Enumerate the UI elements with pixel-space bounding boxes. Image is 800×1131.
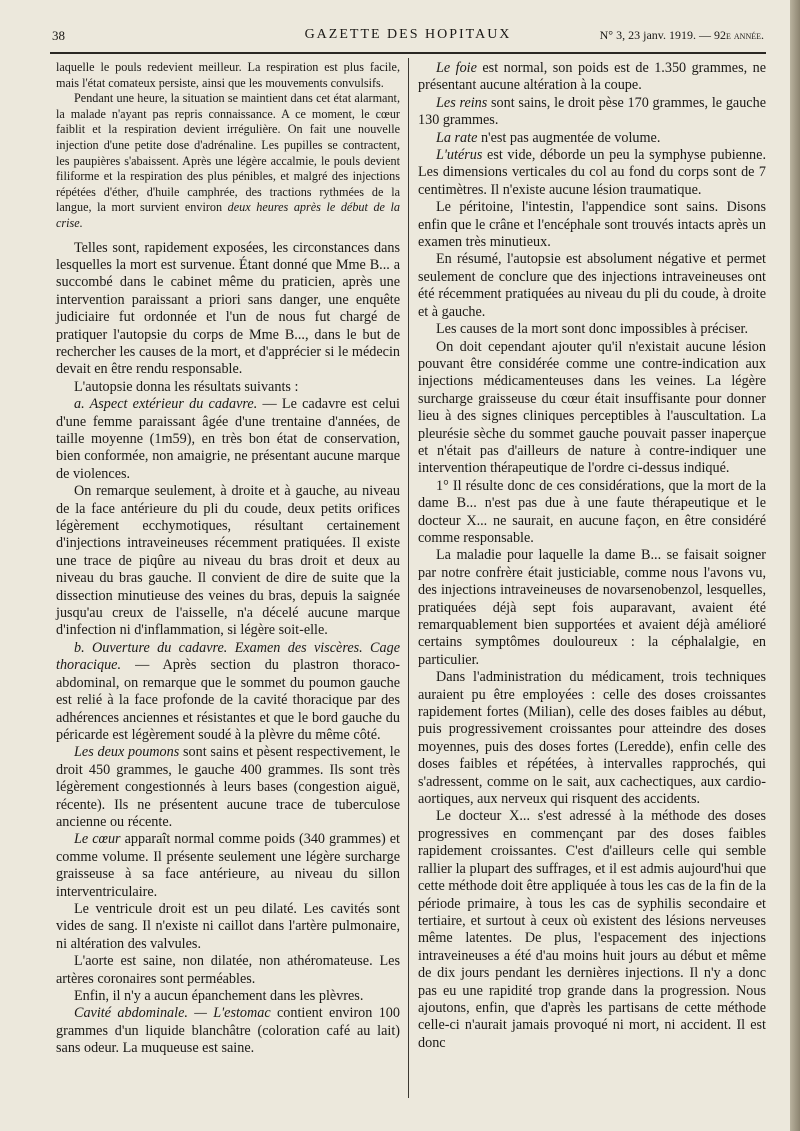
page-header [52, 26, 764, 48]
paragraph: Pendant une heure, la situation se maintient dans cet état alarmant, la malade n'ayant pas repris connaissance. A ce moment, le cœur faiblit et la respiration devient irrégulière. On fait une nouvelle injection d'une petite dose d'adrénaline. Les pupilles se contractent, les paupières s'abaissent. Après une légère accalmie, le pouls devient filiforme et la respiration des plus pénibles, et malgré des injections répétées d'éther, d'huile camphrée, des tractions rythmées de la langue, la mort survient environ deux heures après le début de la crise. [56, 91, 401, 230]
paragraph: Cavité abdominale. — L'estomac contient environ 100 grammes d'un liquide blanchâtre (coloration café au lait) sans odeur. La muqueuse est saine. [56, 1005, 400, 1057]
paragraph: Le cœur apparaît normal comme poids (340 grammes) et comme volume. Il présente seulement une légère surcharge graisseuse à sa face antérieure, au niveau du sillon interventriculaire. [56, 831, 400, 900]
paragraph: Le foie est normal, son poids est de 1.350 grammes, ne présentant aucune altération à la coupe. [418, 60, 766, 94]
paragraph: La maladie pour laquelle la dame B... se faisait soigner par notre confrère était justiciable, comme nous l'avons vu, des injections intraveineuses de novarsenobenzol, lesquelles, pratiquées déjà sept fois auparavant, avaient été remarquablement bien supportées et avaient déjà amélioré certains symptômes douloureux : la céphalalgie, en particulier. [418, 547, 766, 668]
paragraph: Les causes de la mort sont donc impossibles à préciser. [436, 321, 749, 338]
paragraph: Les reins sont sains, le droit pèse 170 grammes, le gauche 130 grammes. [418, 94, 766, 129]
paragraph: Le péritoine, l'intestin, l'appendice sont sains. Disons enfin que le crâne et l'encéphale sont trouvés intacts après un examen très minutieux. [418, 199, 766, 251]
right-column [418, 60, 766, 1052]
autopsy-report-left [56, 240, 400, 1058]
journal-title: GAZETTE DES HOPITAUX [304, 27, 512, 42]
paragraph: En résumé, l'autopsie est absolument négative et permet seulement de conclure que des injections intraveineuses ont été récemment pratiquées au niveau du pli du coude, à droite et à gauche. [418, 251, 766, 320]
paragraph: On doit cependant ajouter qu'il n'existait aucune lésion pouvant être considérée comme une contre-indication aux injections médicamenteuses dans les veines. La légère surcharge graisseuse du cœur était insuffisante pour donner lieu à des signes cliniques perceptibles à l'auscultation. La pleurésie sèche du sommet gauche pouvait passer inaperçue et n'était pas d'ailleurs de nature à contre-indiquer une intervention thérapeutique de l'ordre ci-dessus indiqué. [418, 338, 766, 477]
paragraph: Telles sont, rapidement exposées, les circonstances dans lesquelles la mort est survenue. Étant donné que Mme B... a succombé dans le cabinet même du praticien, après une intervention paraissant a priori sans danger, une enquête judiciaire fut ordonnée et l'un de nous fut chargé de pratiquer l'autopsie du corps de Mme B..., dans le but de rechercher les causes de la mort, et d'apprécier si le médecin devait en être rendu responsable. [56, 239, 400, 378]
left-column [56, 60, 400, 1058]
paragraph: Le docteur X... s'est adressé à la méthode des doses progressives en commençant par des doses faibles rapidement croissantes. C'est d'ailleurs celle qui semble rallier la plupart des suffrages, et il est admis aujourd'hui que cette méthode doit être appliquée à tous les cas de la fin de la période primaire, à tous les cas de syphilis secondaire et tertiaire, et surtout à ceux où existent des lésions nerveuses même latentes. De plus, l'espacement des injections intraveineuses a été d'au moins huit jours au début et même de dix jours pendant les dernières injections. Il n'y a donc pas eu une rapidité trop grande dans la progression. Nous ajoutons, enfin, que d'après les partisans de cette méthode celle-ci n'aurait jamais provoqué ni mort, ni accident. Il est donc [418, 808, 766, 1051]
paragraph: On remarque seulement, à droite et à gauche, au niveau de la face antérieure du pli du coude, deux petits orifices légèrement ecchymotiques, résultant certainement d'injections intraveineuses récemment pratiquées. Il existe une trace de piqûre au niveau du bras droit et deux au niveau du bras gauche. Il convient de dire de suite que la dissection minutieuse des veines du bras, depuis la saignée jusqu'au creux de l'aisselle, n'a décelé aucune marque d'infection ni d'inflammation, si légère soit-elle. [56, 483, 400, 639]
paragraph: b. Ouverture du cadavre. Examen des viscères. Cage thoracique. — Après section du plastron thoraco-abdominal, on remarque que le sommet du poumon gauche est relié à la face profonde de la cavité thoracique par des adhérences anciennes et résistantes et que le bord gauche du péricarde est légèrement soudé à la plèvre du même côté. [56, 639, 400, 743]
paragraph: Les deux poumons sont sains et pèsent respectivement, le droit 450 grammes, le gauche 400 grammes. Ils sont très légèrement congestionnés à leurs bases (congestion aiguë, récente). Ils ne présentent aucune trace de tuberculose ancienne ou récente. [56, 744, 400, 830]
paragraph: La rate n'est pas augmentée de volume. [436, 129, 661, 146]
paragraph: Dans l'administration du médicament, trois techniques auraient pu être employées : celle des doses croissantes rapidement fortes (Milian), celle des doses faibles au début, puis progressivement croissantes pour atteindre des doses moyennes, puis des doses fortes (Leredde), enfin celle des doses faibles et répétées, à intervalles rapprochés, qui s'adressent, comme on le sait, aux cachectiques, aux cardio-aortiques, aux nerveux qui risquent des accidents. [418, 669, 766, 808]
column-divider [408, 58, 409, 1098]
paragraph: Le ventricule droit est un peu dilaté. Les cavités sont vides de sang. Il n'existe ni caillot dans l'artère pulmonaire, ni altération des valvules. [56, 900, 400, 952]
case-narrative [56, 60, 400, 232]
header-rule [50, 52, 766, 54]
page-number: 38 [52, 28, 65, 43]
paragraph: laquelle le pouls redevient meilleur. La respiration est plus facile, mais l'état comateux persiste, ainsi que les mouvements convulsifs. [56, 60, 400, 90]
issue-info: N° 3, 23 janv. 1919. — 92e année. [599, 28, 764, 42]
paragraph: L'autopsie donna les résultats suivants : [74, 378, 299, 395]
paragraph: a. Aspect extérieur du cadavre. — Le cadavre est celui d'une femme paraissant âgée d'une trentaine d'années, de taille moyenne (1m59), en très bon état de conservation, bien conformée, non amaigrie, ne présentant aucune marque de violences. [56, 396, 400, 482]
paragraph: 1° Il résulte donc de ces considérations, que la mort de la dame B... n'est pas due à une faute thérapeutique et le docteur X... ne saurait, en aucune façon, en être considéré comme responsable. [418, 477, 766, 546]
paragraph: Enfin, il n'y a aucun épanchement dans les plèvres. [74, 988, 364, 1004]
paragraph: L'aorte est saine, non dilatée, non athéromateuse. Les artères coronaires sont perméables. [56, 953, 400, 987]
paragraph: L'utérus est vide, déborde un peu la symphyse pubienne. Les dimensions verticales du col au fond du corps sont de 7 centimètres. Il n'existe aucune lésion traumatique. [418, 147, 766, 198]
page-edge [790, 0, 800, 1131]
